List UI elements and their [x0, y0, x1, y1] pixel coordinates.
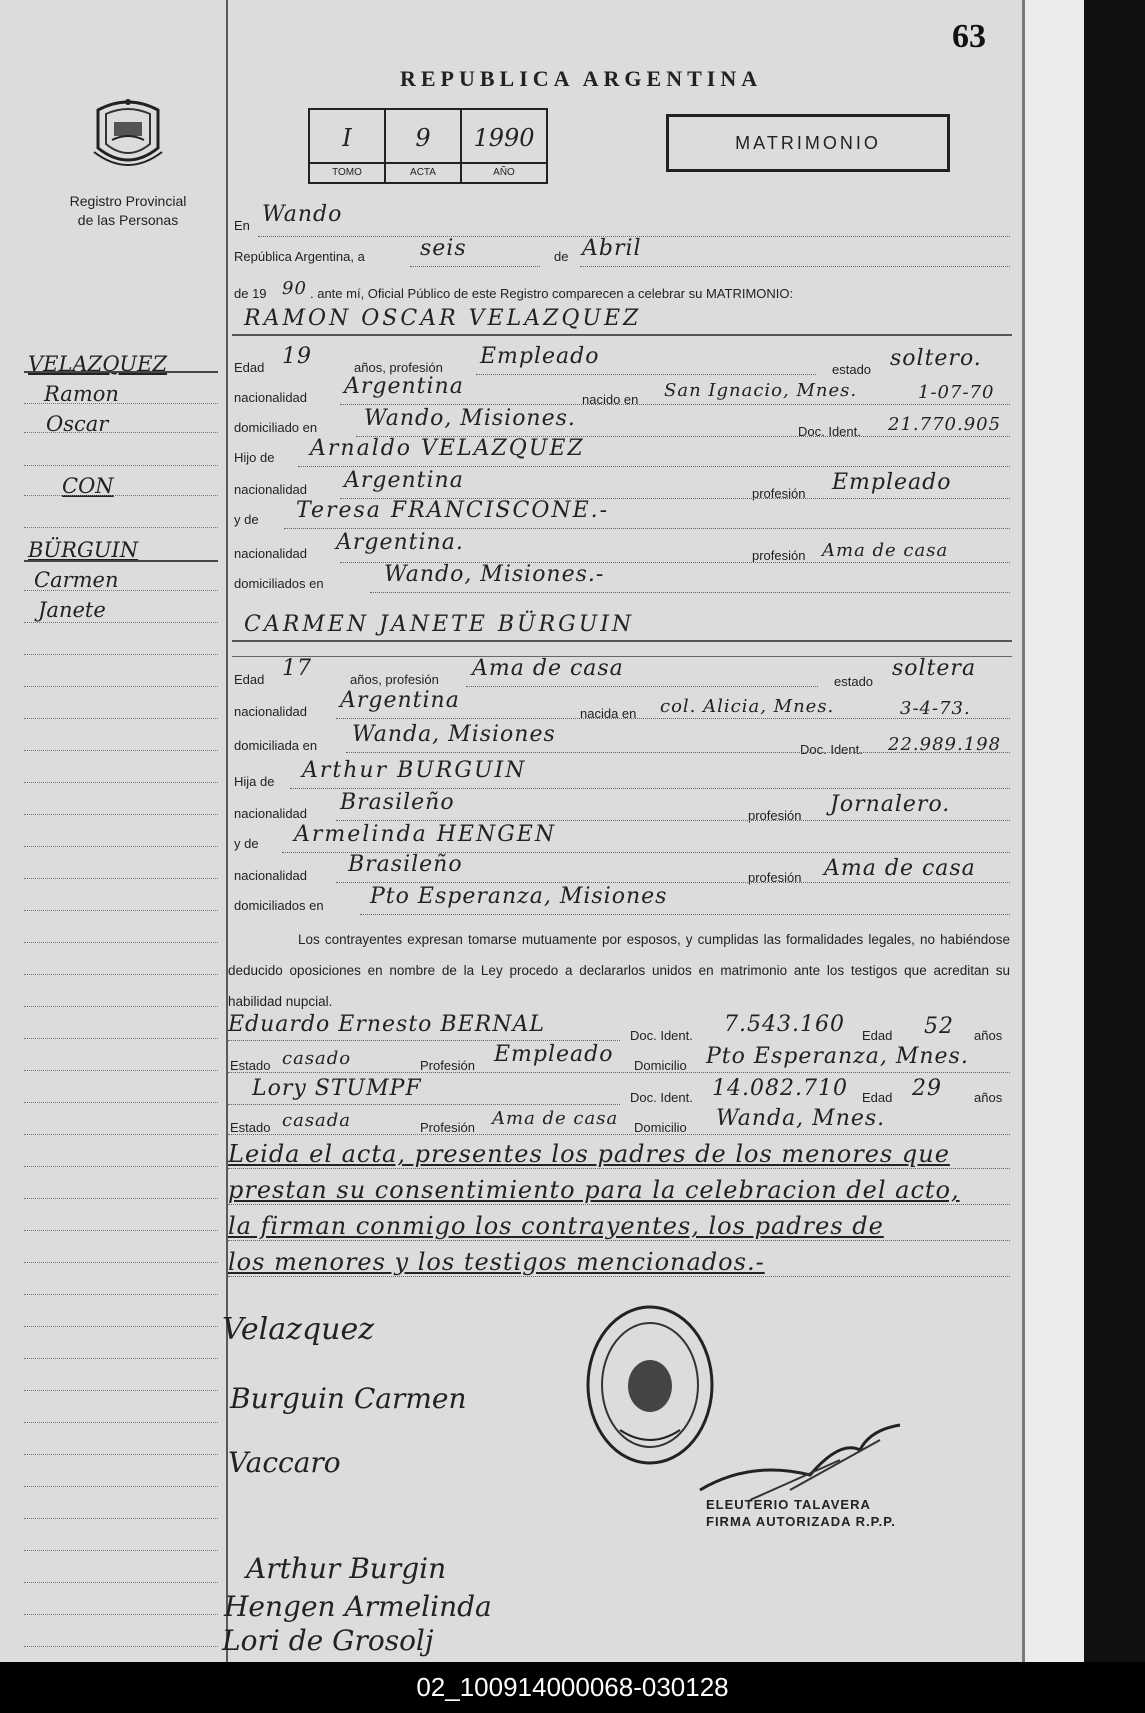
bride-mother-nationality: Brasileño: [348, 852, 463, 877]
page-number: 63: [952, 18, 986, 55]
tomo-value: I: [342, 124, 352, 152]
label-w-profesion: Profesión: [420, 1058, 475, 1073]
label-profesion: profesión: [752, 548, 806, 563]
signature-witness-extra: Lori de Grosolj: [222, 1624, 434, 1657]
acta-cell: [386, 110, 462, 182]
label-nacionalidad: nacionalidad: [234, 806, 308, 821]
label-de-year: de 19: [234, 286, 267, 301]
signature-groom: Velazquez: [222, 1312, 375, 1347]
date-day: seis: [420, 236, 467, 261]
date-month: Abril: [582, 236, 642, 261]
label-domiciliados-en: domiciliados en: [234, 576, 324, 591]
bride-father: Arthur BURGUIN: [302, 758, 527, 783]
witness1-name: Eduardo Ernesto BERNAL: [228, 1012, 545, 1037]
label-profesion: profesión: [748, 870, 802, 885]
label-nacionalidad: nacionalidad: [234, 704, 308, 719]
margin-column: [0, 0, 228, 1662]
registry-name: [40, 192, 216, 230]
groom-address: Wando, Misiones.: [364, 406, 576, 431]
label-edad: Edad: [234, 360, 265, 375]
margin-bride-name2: Janete: [38, 598, 106, 622]
groom-mother-nationality: Argentina.: [336, 530, 464, 555]
tomo-cell: [310, 110, 386, 182]
book-edge: [1084, 0, 1145, 1662]
label-nacionalidad: nacionalidad: [234, 482, 308, 497]
margin-groom-name2: Oscar: [46, 412, 109, 436]
signature-father: Arthur Burgin: [246, 1552, 447, 1585]
witness2-name: Lory STUMPF: [252, 1076, 422, 1101]
note-line-1: Leida el acta, presentes los padres de los menores que: [228, 1140, 950, 1168]
label-w-estado: Estado: [230, 1120, 271, 1135]
groom-father-profession: Empleado: [832, 470, 952, 495]
bride-civil-status: soltera: [892, 656, 977, 681]
official-stamp: [706, 1496, 896, 1530]
label-w-edad: Edad: [862, 1028, 893, 1043]
label-profesion: profesión: [748, 808, 802, 823]
witness1-doc-id: 7.543.160: [724, 1012, 845, 1037]
margin-bride-surname: BÜRGUIN: [28, 538, 139, 562]
label-doc-ident: Doc. Ident.: [798, 424, 861, 439]
label-domiciliados-en: domiciliados en: [234, 898, 324, 913]
label-w-domicilio: Domicilio: [634, 1058, 687, 1073]
label-nacida-en: nacida en: [580, 706, 637, 721]
date-year-suffix: 90: [282, 278, 307, 299]
label-estado: estado: [834, 674, 874, 689]
witness2-address: Wanda, Mnes.: [716, 1106, 886, 1131]
bride-mother-profession: Ama de casa: [824, 856, 976, 881]
volume-box: [308, 108, 548, 184]
groom-mother-profession: Ama de casa: [822, 540, 949, 561]
label-doc-ident: Doc. Ident.: [630, 1028, 693, 1043]
groom-father: Arnaldo VELAZQUEZ: [310, 436, 585, 461]
witness2-age: 29: [912, 1076, 942, 1101]
witness2-status: casada: [282, 1110, 352, 1131]
groom-civil-status: soltero.: [890, 346, 982, 371]
label-w-profesion: Profesión: [420, 1120, 475, 1135]
label-ante: . ante mí, Oficial Público de este Registro comparecen a celebrar su MATRIMONIO:: [310, 286, 794, 301]
place: Wando: [262, 202, 343, 227]
label-anos-profesion: años, profesión: [354, 360, 443, 375]
label-w-anos: años: [974, 1090, 1003, 1105]
label-de: de: [554, 249, 569, 264]
groom-father-nationality: Argentina: [344, 468, 464, 493]
groom-birth-date: 1-07-70: [918, 382, 995, 403]
bride-father-nationality: Brasileño: [340, 790, 455, 815]
label-domiciliado-en: domiciliado en: [234, 420, 318, 435]
page-title: REPUBLICA ARGENTINA: [400, 66, 763, 91]
groom-nationality: Argentina: [344, 374, 464, 399]
bride-address: Wanda, Misiones: [352, 722, 556, 747]
label-hijo-de: Hijo de: [234, 450, 275, 465]
groom-doc-id: 21.770.905: [888, 414, 1002, 435]
label-w-edad: Edad: [862, 1090, 893, 1105]
label-w-anos: años: [974, 1028, 1003, 1043]
ano-cell: [462, 110, 546, 182]
witness2-profession: Ama de casa: [492, 1108, 619, 1129]
signature-mother: Hengen Armelinda: [224, 1590, 492, 1623]
provincial-seal-icon: [88, 92, 168, 176]
label-nacionalidad: nacionalidad: [234, 546, 308, 561]
official-name: ELEUTERIO TALAVERA: [706, 1497, 871, 1512]
acta-label: ACTA: [386, 162, 460, 182]
label-estado: estado: [832, 362, 872, 377]
label-profesion: profesión: [752, 486, 806, 501]
groom-parents-address: Wando, Misiones.-: [384, 562, 605, 587]
witness1-age: 52: [924, 1014, 954, 1039]
ano-value: 1990: [473, 124, 535, 152]
record-type-box: MATRIMONIO: [666, 114, 950, 172]
label-y-de: y de: [234, 512, 259, 527]
note-line-2: prestan su consentimiento para la celebracion del acto,: [228, 1176, 960, 1204]
witness1-status: casado: [282, 1048, 352, 1069]
label-y-de: y de: [234, 836, 259, 851]
label-w-estado: Estado: [230, 1058, 271, 1073]
label-en: En: [234, 218, 250, 233]
label-hija-de: Hija de: [234, 774, 275, 789]
witness1-profession: Empleado: [494, 1042, 614, 1067]
groom-mother: Teresa FRANCISCONE.-: [296, 498, 610, 523]
bride-parents-address: Pto Esperanza, Misiones: [370, 884, 668, 909]
label-w-domicilio: Domicilio: [634, 1120, 687, 1135]
groom-age: 19: [282, 344, 312, 369]
bride-doc-id: 22.989.198: [888, 734, 1002, 755]
tomo-label: TOMO: [310, 162, 384, 182]
margin-connector: CON: [62, 474, 114, 498]
registry-line2: de las Personas: [77, 212, 179, 228]
margin-groom-surname: VELAZQUEZ: [28, 352, 168, 376]
label-doc-ident: Doc. Ident.: [800, 742, 863, 757]
label-nacionalidad: nacionalidad: [234, 868, 308, 883]
bride-age: 17: [282, 656, 312, 681]
bride-birth-date: 3-4-73.: [900, 698, 971, 719]
signature-witness1: Vaccaro: [228, 1446, 341, 1479]
ano-label: AÑO: [462, 162, 546, 182]
witness2-doc-id: 14.082.710: [712, 1076, 848, 1101]
scan-footer: 02_100914000068-030128: [416, 1672, 729, 1702]
bride-full-name: CARMEN JANETE BÜRGUIN: [244, 612, 635, 637]
groom-full-name: RAMON OSCAR VELAZQUEZ: [244, 306, 642, 331]
note-line-3: la firman conmigo los contrayentes, los padres de: [228, 1212, 884, 1240]
witness1-address: Pto Esperanza, Mnes.: [706, 1044, 969, 1069]
label-nacido-en: nacido en: [582, 392, 639, 407]
facing-page-edge: [1022, 0, 1087, 1662]
groom-birthplace: San Ignacio, Mnes.: [664, 380, 858, 401]
acta-value: 9: [415, 124, 431, 152]
declaration-text: Los contrayentes expresan tomarse mutuamente por esposos, y cumplidas las formalidades legales, no habiéndose deducido oposiciones en nombre de la Ley procedo a declararlos unidos en matrimonio ante los testigos que acreditan su habilidad nupcial.: [228, 932, 1010, 1009]
note-line-4: los menores y los testigos mencionados.-: [228, 1248, 765, 1276]
official-title: FIRMA AUTORIZADA R.P.P.: [706, 1514, 896, 1529]
label-domiciliada-en: domiciliada en: [234, 738, 318, 753]
bride-profession: Ama de casa: [472, 656, 624, 681]
groom-profession: Empleado: [480, 344, 600, 369]
registry-line1: Registro Provincial: [69, 193, 187, 209]
margin-groom-name1: Ramon: [44, 382, 119, 406]
signature-bride: Burguin Carmen: [230, 1382, 467, 1415]
label-doc-ident: Doc. Ident.: [630, 1090, 693, 1105]
bride-father-profession: Jornalero.: [830, 792, 951, 817]
margin-bride-name1: Carmen: [34, 568, 119, 592]
label-nacionalidad: nacionalidad: [234, 390, 308, 405]
label-republica: República Argentina, a: [234, 249, 365, 264]
bride-birthplace: col. Alicia, Mnes.: [660, 696, 835, 717]
bride-mother: Armelinda HENGEN: [294, 822, 557, 847]
label-anos-profesion: años, profesión: [350, 672, 439, 687]
bride-nationality: Argentina: [340, 688, 460, 713]
label-edad: Edad: [234, 672, 265, 687]
